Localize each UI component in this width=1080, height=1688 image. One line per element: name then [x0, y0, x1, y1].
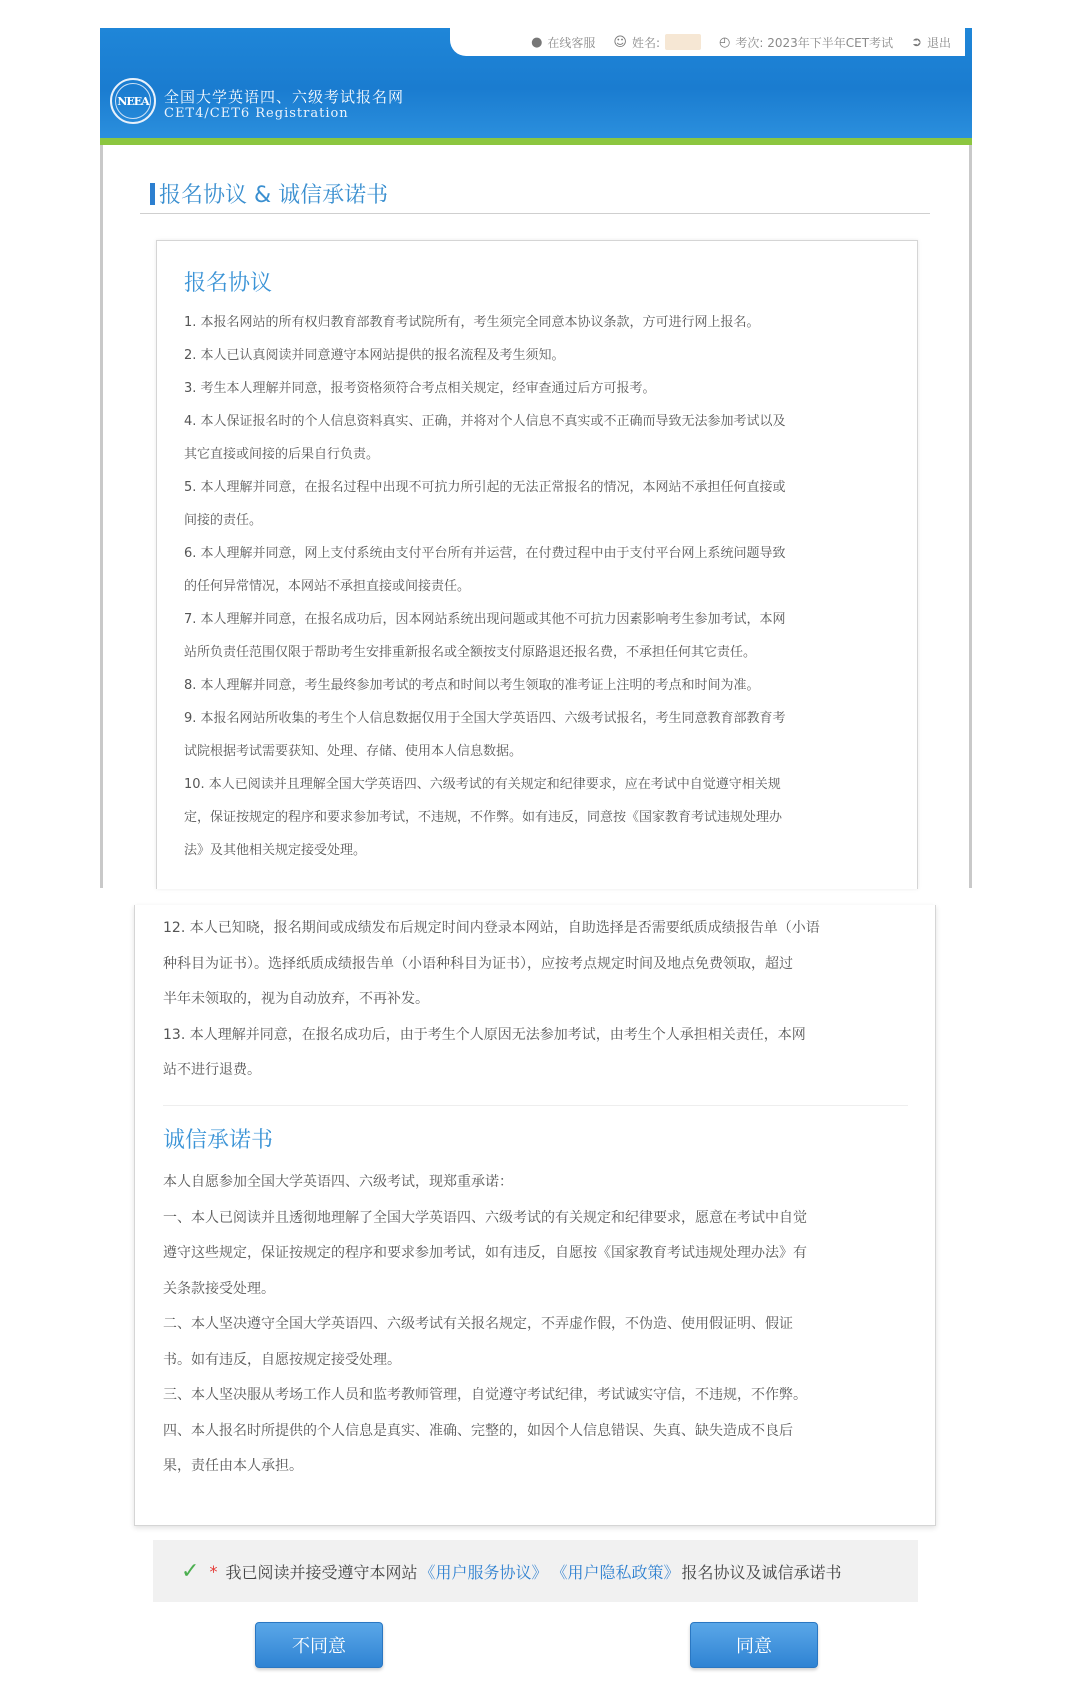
title-divider [140, 213, 930, 214]
name-label: 姓名: [631, 35, 661, 50]
agreement-panel[interactable] [156, 240, 918, 889]
agree-text-prefix: 我已阅读并接受遵守本网站 [225, 1562, 418, 1582]
user-service-agreement-link[interactable]: 《用户服务协议》 [419, 1562, 548, 1582]
exam-label: 考次: 2023年下半年CET考试 [735, 35, 894, 50]
checkmark-icon[interactable]: ✓ [181, 1558, 200, 1584]
pledge-item-line: 本人自愿参加全国大学英语四、六级考试，现郑重承诺： [163, 1174, 513, 1190]
disagree-button[interactable]: 不同意 [255, 1622, 383, 1668]
header-accent-bar [100, 138, 972, 145]
agreement-confirm-bar [153, 1540, 918, 1602]
agreement-item-line: 站不进行退费。 [163, 1062, 261, 1078]
page-title [150, 178, 388, 209]
required-mark: * [209, 1561, 218, 1581]
pledge-item-line: 二、本人坚决遵守全国大学英语四、六级考试有关报名规定，不弄虚作假，不伪造、使用假证明、假证 [163, 1316, 793, 1332]
title-marker [150, 183, 155, 205]
logout-link[interactable] [911, 34, 951, 51]
headset-icon: ● [531, 34, 543, 50]
privacy-policy-link[interactable]: 《用户隐私政策》 [551, 1562, 680, 1582]
agreement-item-line: 其它直接或间接的后果自行负责。 [184, 447, 380, 462]
neea-logo [110, 78, 156, 124]
agreement-item-line: 种科目为证书）。选择纸质成绩报告单（小语种科目为证书），应按考点规定时间及地点免费领取，超过 [163, 955, 793, 972]
user-name [613, 34, 701, 51]
pledge-items [163, 1165, 913, 1485]
agreement-item-line: 13. 本人理解并同意，在报名成功后，由于考生个人原因无法参加考试，由考生个人承担相关责任，本网 [163, 1026, 806, 1043]
online-service-link[interactable] [531, 34, 595, 51]
site-name-cn: 全国大学英语四、六级考试报名网 [164, 88, 405, 106]
user-icon: ☺ [613, 34, 627, 50]
registration-frame [100, 28, 972, 888]
agreement-item-line: 试院根据考试需要获知、处理、存储、使用本人信息数据。 [184, 744, 523, 759]
pledge-item-line: 关条款接受处理。 [163, 1280, 275, 1297]
online-service-label: 在线客服 [547, 35, 596, 50]
logout-label: 退出 [926, 35, 951, 50]
frame-border-left [100, 145, 103, 888]
site-name-en: CET4/CET6 Registration [164, 106, 349, 121]
agree-text-suffix: 报名协议及诚信承诺书 [681, 1562, 842, 1582]
agreement-panel-continued[interactable] [134, 905, 936, 1526]
agreement-item-line: 2. 本人已认真阅读并同意遵守本网站提供的报名流程及考生须知。 [184, 348, 565, 363]
agreement-item-line: 10. 本人已阅读并且理解全国大学英语四、六级考试的有关规定和纪律要求，应在考试中自觉遵守相关规 [184, 777, 781, 792]
agreement-item-line: 的任何异常情况，本网站不承担直接或间接责任。 [184, 579, 471, 594]
clock-icon: ◴ [719, 34, 731, 50]
logout-icon: ➲ [911, 34, 922, 50]
frame-border-right [969, 145, 972, 888]
page-title-text: 报名协议 & 诚信承诺书 [159, 183, 389, 208]
agreement-item-line: 4. 本人保证报名时的个人信息资料真实、正确，并将对个人信息不真实或不正确而导致无法参加考试以及 [184, 414, 786, 429]
name-value-masked [665, 34, 701, 50]
agreement-item-line: 9. 本报名网站所收集的考生个人信息数据仅用于全国大学英语四、六级考试报名，考生同意教育部教育考 [184, 711, 786, 726]
pledge-item-line: 遵守这些规定，保证按规定的程序和要求参加考试，如有违反，自愿按《国家教育考试违规处理办法》有 [163, 1245, 807, 1261]
agreement-title: 报名协议 [184, 271, 273, 296]
agreement-items-continued [163, 911, 913, 1089]
pledge-item-line: 四、本人报名时所提供的个人信息是真实、准确、完整的，如因个人信息错误、失真、缺失造成不良后 [163, 1422, 793, 1439]
pledge-item-line: 果，责任由本人承担。 [163, 1458, 303, 1474]
site-header [100, 28, 972, 138]
user-toolbar [450, 28, 965, 56]
logo-text: NEEA [115, 83, 151, 119]
agreement-items [184, 306, 894, 867]
pledge-item-line: 书。如有违反，自愿按规定接受处理。 [163, 1351, 401, 1368]
agreement-item-line: 1. 本报名网站的所有权归教育部教育考试院所有，考生须完全同意本协议条款，方可进行网上报名。 [184, 315, 760, 330]
pledge-item-line: 一、本人已阅读并且透彻地理解了全国大学英语四、六级考试的有关规定和纪律要求，愿意在考试中自觉 [163, 1209, 807, 1226]
agree-button[interactable]: 同意 [690, 1622, 818, 1668]
agreement-item-line: 间接的责任。 [184, 513, 263, 528]
agreement-item-line: 6. 本人理解并同意，网上支付系统由支付平台所有并运营，在付费过程中由于支付平台网上系统问题导致 [184, 546, 786, 561]
agreement-item-line: 8. 本人理解并同意，考生最终参加考试的考点和时间以考生领取的准考证上注明的考点和时间为准。 [184, 678, 760, 693]
agreement-item-line: 站所负责任范围仅限于帮助考生安排重新报名或全额按支付原路退还报名费，不承担任何其它责任。 [184, 645, 757, 660]
section-divider [163, 1105, 908, 1106]
agreement-item-line: 5. 本人理解并同意，在报名过程中出现不可抗力所引起的无法正常报名的情况，本网站不承担任何直接或 [184, 480, 786, 495]
agreement-item-line: 法》及其他相关规定接受处理。 [184, 843, 367, 858]
pledge-item-line: 三、本人坚决服从考场工作人员和监考教师管理，自觉遵守考试纪律，考试诚实守信，不违规，不作弊。 [163, 1387, 807, 1403]
agreement-item-line: 定，保证按规定的程序和要求参加考试，不违规，不作弊。如有违反，同意按《国家教育考试违规处理办 [184, 810, 783, 825]
agreement-item-line: 半年未领取的，视为自动放弃，不再补发。 [163, 991, 429, 1007]
agreement-item-line: 3. 考生本人理解并同意，报考资格须符合考点相关规定，经审查通过后方可报考。 [184, 381, 656, 396]
agreement-item-line: 12. 本人已知晓，报名期间或成绩发布后规定时间内登录本网站，自助选择是否需要纸质成绩报告单（小语 [163, 920, 820, 936]
agreement-item-line: 7. 本人理解并同意，在报名成功后，因本网站系统出现问题或其他不可抗力因素影响考生参加考试，本网 [184, 612, 786, 627]
pledge-title: 诚信承诺书 [163, 1128, 274, 1153]
exam-session [719, 34, 893, 51]
